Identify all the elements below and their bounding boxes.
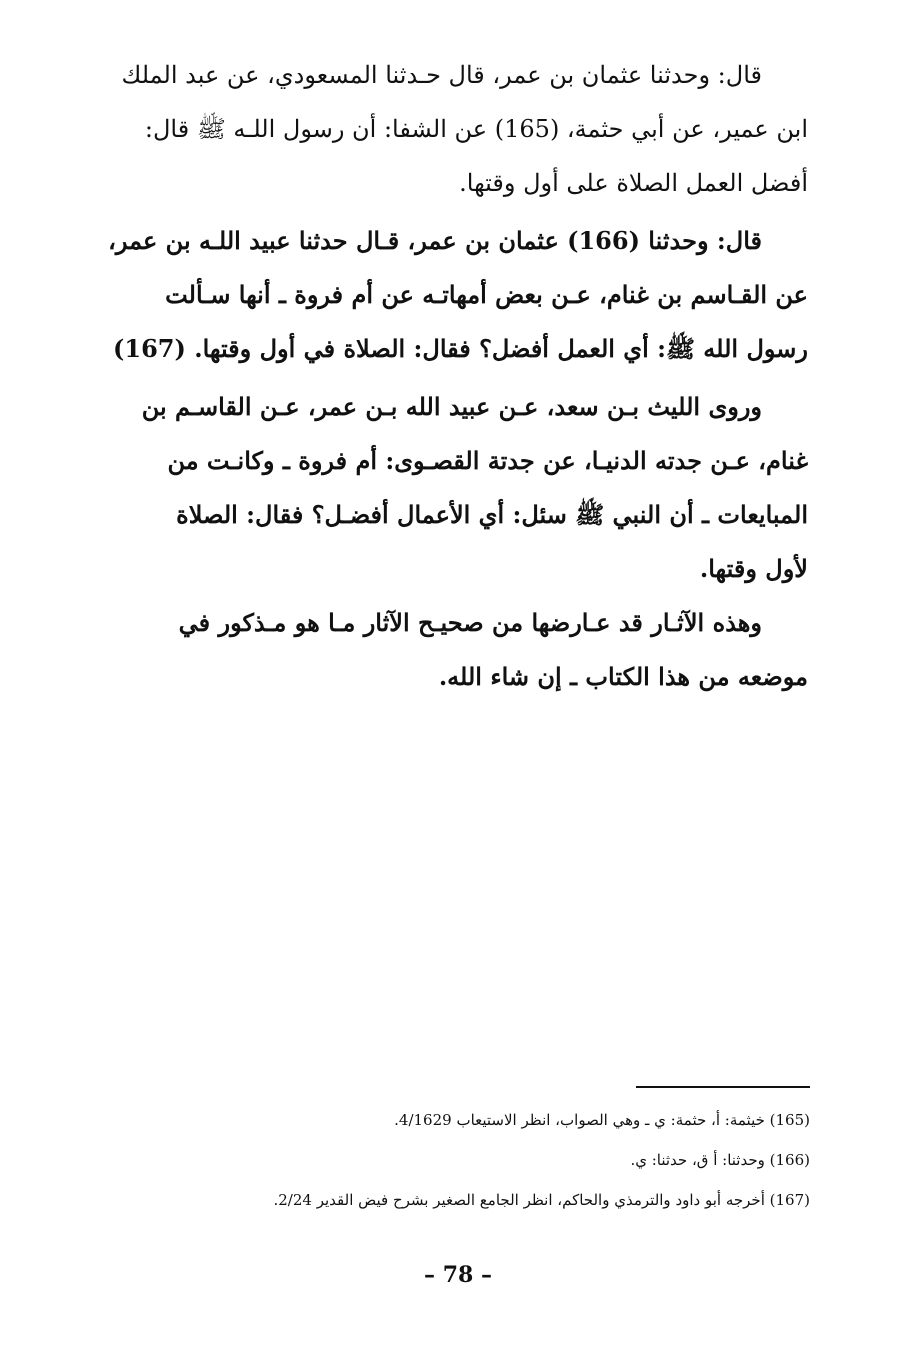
line: وروى الليث بـن سعد، عـن عبيد الله بـن عمر، عـن القاسـم بن <box>141 392 762 421</box>
footnote-165: (165) خيثمة: أ، حثمة: ي ـ وهي الصواب، انظر الاستيعاب 4/1629. <box>394 1111 810 1129</box>
line: قال: وحدثنا عثمان بن عمر، قال حـدثنا المسعودي، عن عبد الملك <box>121 61 762 89</box>
line: ابن عمير، عن أبي حثمة، (165) عن الشفا: أن رسول اللـه ﷺ قال: <box>144 115 808 143</box>
line: المبايعات ـ أن النبي ﷺ سئل: أي الأعمال أفضـل؟ فقال: الصلاة <box>176 500 808 529</box>
line: موضعه من هذا الكتاب ـ إن شاء الله. <box>438 662 808 691</box>
footnote-166: (166) وحدثنا: أ ق، حدثنا: ي. <box>630 1151 810 1169</box>
paragraph-1 <box>72 48 808 210</box>
line: أفضل العمل الصلاة على أول وقتها. <box>459 169 808 197</box>
line: لأول وقتها. <box>699 554 808 583</box>
line: رسول الله ﷺ: أي العمل أفضل؟ فقال: الصلاة في أول وقتها. (167) <box>113 334 808 363</box>
line: وهذه الآثـار قد عـارضها من صحيـح الآثار مـا هو مـذكور في <box>178 608 762 637</box>
line: غنام، عـن جدته الدنيـا، عن جدتة القصـوى: أم فروة ـ وكانـت من <box>167 446 808 475</box>
page-number: – 78 – <box>424 1262 492 1288</box>
line: قال: وحدثنا (166) عثمان بن عمر، قـال حدثنا عبيد اللـه بن عمر، <box>108 226 762 255</box>
footnote-separator <box>636 1086 810 1088</box>
paragraph-4 <box>72 596 808 704</box>
paragraph-2 <box>72 214 808 376</box>
paragraph-3 <box>72 380 808 596</box>
line: عن القـاسم بن غنام، عـن بعض أمهاتـه عن أم فروة ـ أنها سـألت <box>165 280 808 309</box>
footnotes <box>150 1100 810 1220</box>
footnote-167: (167) أخرجه أبو داود والترمذي والحاكم، انظر الجامع الصغير بشرح فيض القدير 2/24. <box>273 1191 810 1209</box>
